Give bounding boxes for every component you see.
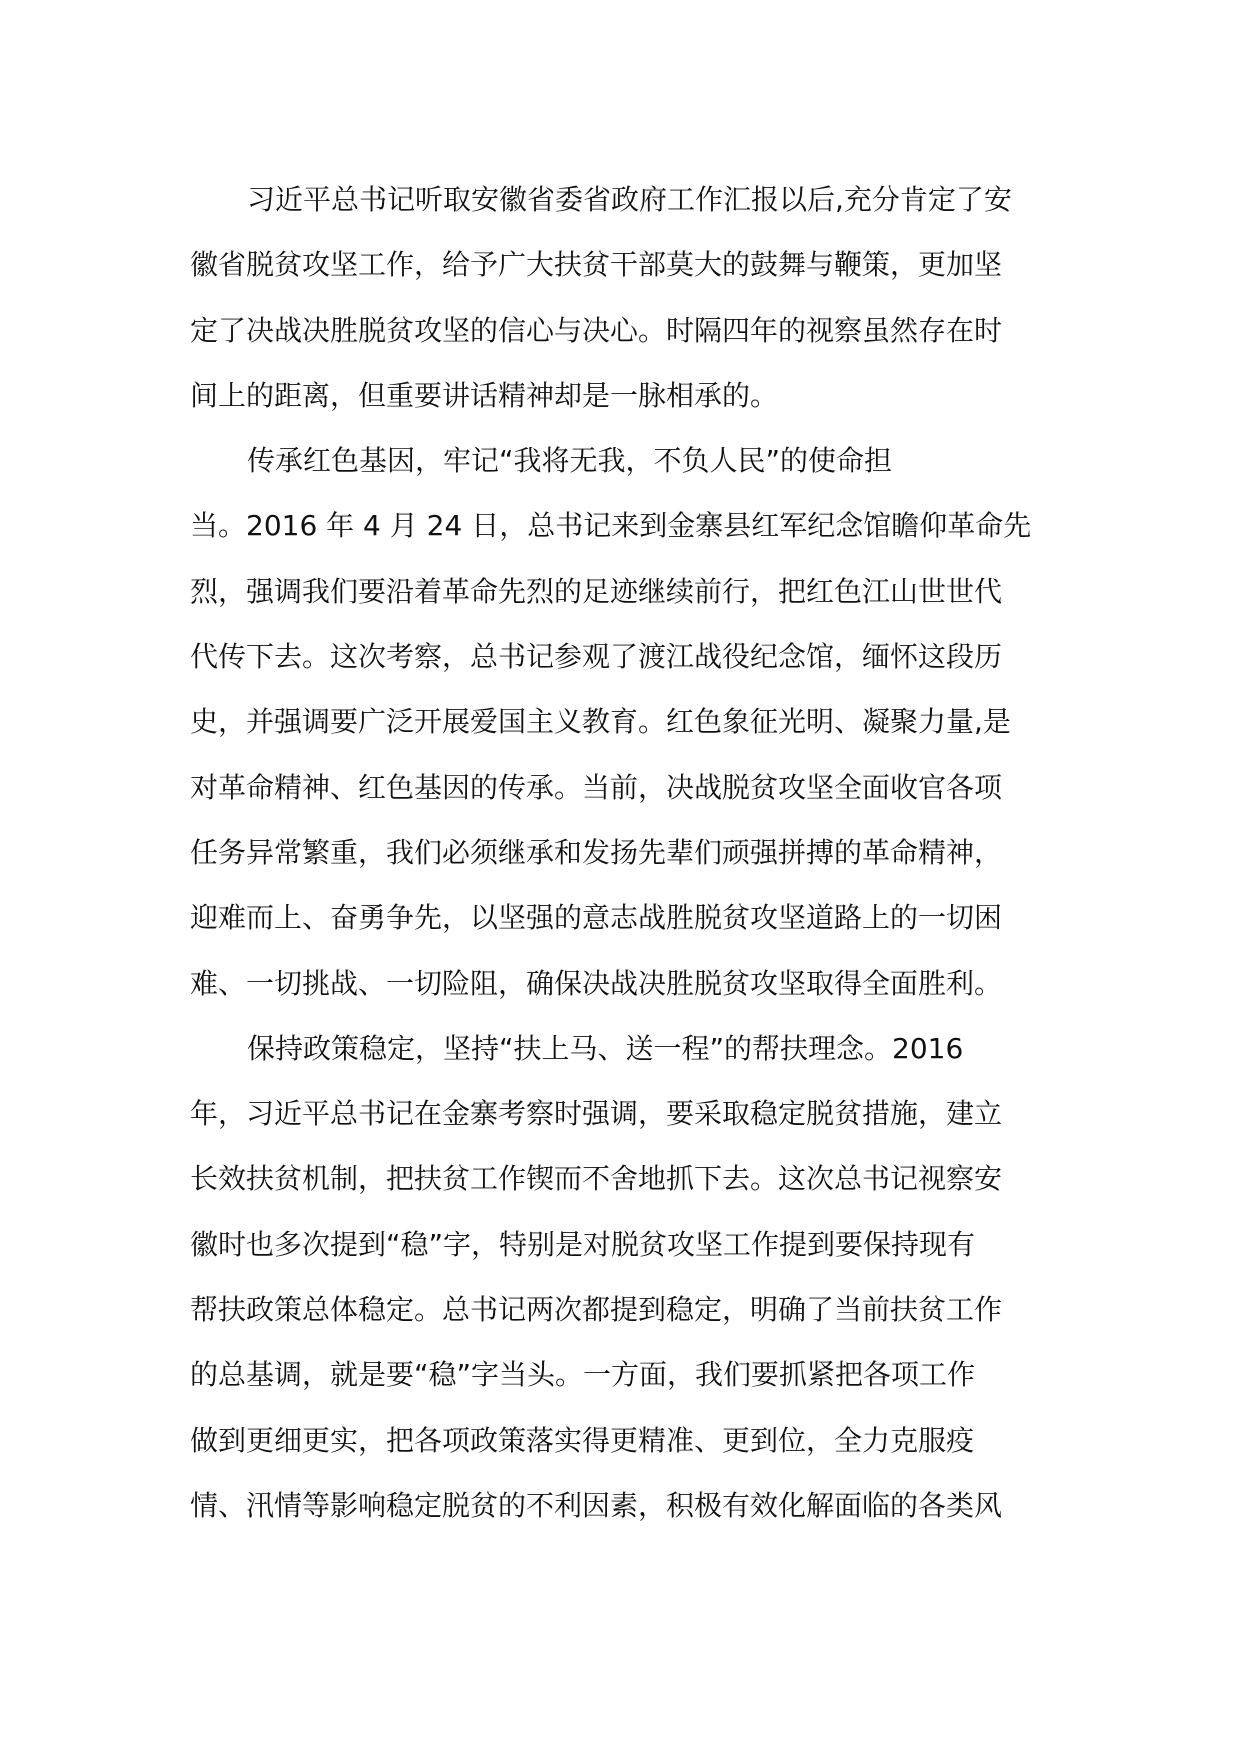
text-line: 年，习近平总书记在金寨考察时强调，要采取稳定脱贫措施，建立 (190, 1097, 1003, 1131)
text-line: 保持政策稳定，坚持“扶上马、送一程”的帮扶理念。2016 (247, 1031, 964, 1065)
text-line: 史，并强调要广泛开展爱国主义教育。红色象征光明、凝聚力量,是 (190, 705, 1011, 739)
text-line: 难、一切挑战、一切险阻，确保决战决胜脱贫攻坚取得全面胜利。 (190, 966, 1003, 1000)
text-line: 的总基调，就是要“稳”字当头。一方面，我们要抓紧把各项工作 (190, 1358, 976, 1392)
text-line: 当。2016 年 4 月 24 日，总书记来到金寨县红军纪念馆瞻仰革命先 (190, 509, 1032, 543)
text-line: 帮扶政策总体稳定。总书记两次都提到稳定，明确了当前扶贫工作 (190, 1293, 1003, 1327)
text-line: 习近平总书记听取安徽省委省政府工作汇报以后,充分肯定了安 (247, 183, 1012, 216)
text-line: 徽省脱贫攻坚工作，给予广大扶贫干部莫大的鼓舞与鞭策，更加坚 (190, 248, 1003, 282)
paragraph-2 (190, 428, 1050, 1016)
text-line: 徽时也多次提到“稳”字，特别是对脱贫攻坚工作提到要保持现有 (190, 1227, 976, 1261)
text-line: 任务异常繁重，我们必须继承和发扬先辈们顽强拼搏的革命精神， (190, 835, 1003, 869)
paragraph-1 (190, 167, 1050, 428)
text-line: 对革命精神、红色基因的传承。当前，决战脱贫攻坚全面收官各项 (190, 770, 1003, 804)
text-line: 传承红色基因，牢记“我将无我，不负人民”的使命担 (247, 444, 893, 478)
text-line: 烈，强调我们要沿着革命先烈的足迹继续前行，把红色江山世世代 (190, 574, 1003, 608)
text-line: 做到更细更实，把各项政策落实得更精准、更到位，全力克服疫 (190, 1423, 975, 1457)
text-line: 长效扶贫机制，把扶贫工作锲而不舍地抓下去。这次总书记视察安 (190, 1162, 1003, 1196)
text-line: 迎难而上、奋勇争先，以坚强的意志战胜脱贫攻坚道路上的一切困 (190, 901, 1003, 935)
text-line: 定了决战决胜脱贫攻坚的信心与决心。时隔四年的视察虽然存在时 (190, 313, 1003, 347)
text-line: 代传下去。这次考察，总书记参观了渡江战役纪念馆，缅怀这段历 (190, 640, 1003, 674)
text-line: 情、汛情等影响稳定脱贫的不利因素，积极有效化解面临的各类风 (190, 1488, 1003, 1522)
document-body (190, 167, 1050, 1538)
paragraph-3 (190, 1016, 1050, 1538)
text-line: 间上的距离，但重要讲话精神却是一脉相承的。 (190, 378, 779, 412)
